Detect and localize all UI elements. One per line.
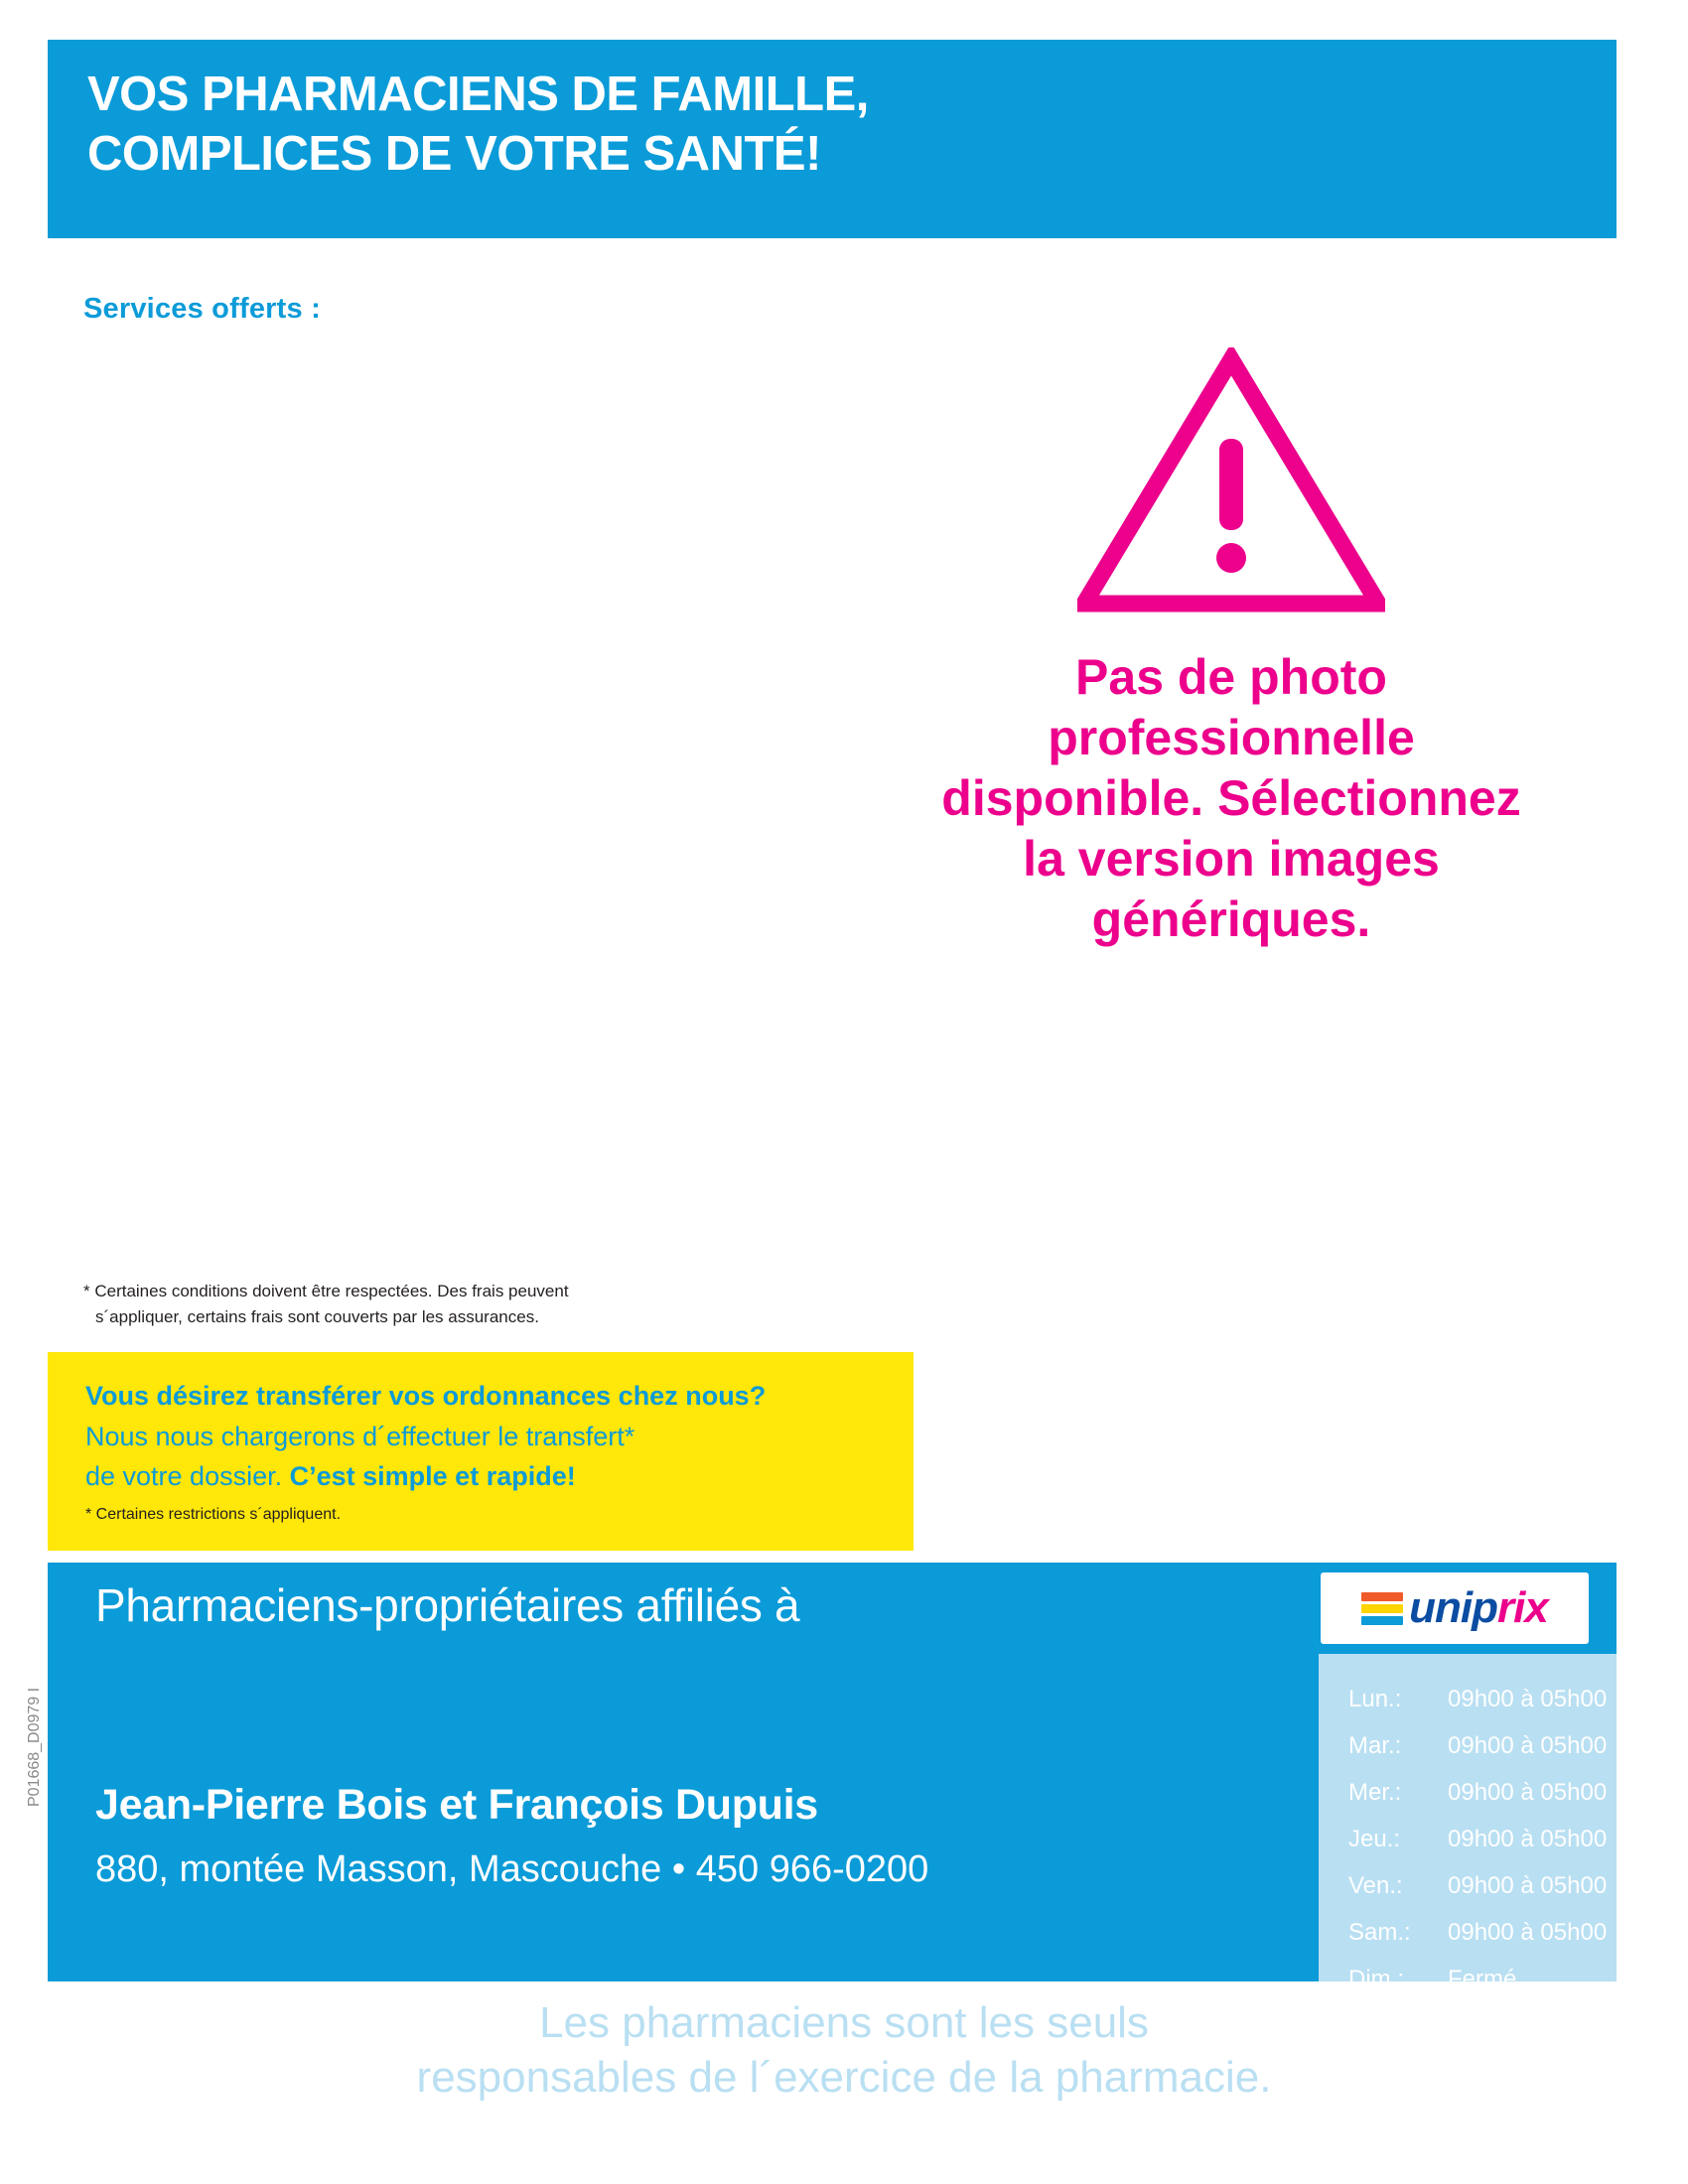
- conditions-footnote-line-2: s´appliquer, certains frais sont couverts par les assurances.: [95, 1307, 539, 1327]
- document-code: P01668_D0979 I: [26, 1687, 43, 1807]
- header-banner: [48, 40, 1617, 238]
- pharmacy-address: 880, montée Masson, Mascouche • 450 966-0200: [95, 1848, 929, 1890]
- affiliation-bar: [48, 1563, 1617, 1654]
- transfer-line-2: Nous nous chargerons d´effectuer le transfert*: [85, 1421, 635, 1451]
- photo-placeholder: [923, 347, 1539, 950]
- legal-disclaimer-line-2: responsables de l´exercice de la pharmacie.: [416, 2053, 1272, 2102]
- hours-day: Mer.:: [1348, 1779, 1402, 1806]
- uniprix-logo-wordmark: [1409, 1583, 1548, 1633]
- uniprix-logo-bars-icon: [1361, 1592, 1403, 1625]
- prescription-transfer-box: [48, 1352, 914, 1551]
- pharmacist-names: Jean-Pierre Bois et François Dupuis: [95, 1781, 818, 1829]
- opening-hours-panel: [1319, 1654, 1617, 1992]
- hours-row: [1348, 1828, 1617, 1851]
- transfer-line-3-strong: C’est simple et rapide!: [289, 1461, 576, 1491]
- affiliation-text: Pharmaciens-propriétaires affiliés à: [95, 1579, 800, 1631]
- transfer-line-3-plain: de votre dossier.: [85, 1461, 290, 1491]
- conditions-footnote: [83, 1279, 838, 1331]
- hours-row: [1348, 1968, 1617, 1991]
- hours-value: 09h00 à 05h00: [1448, 1872, 1608, 1899]
- hours-day: Jeu.:: [1348, 1826, 1401, 1852]
- hours-row: [1348, 1921, 1617, 1945]
- warning-triangle-icon: [1077, 347, 1385, 615]
- hours-value: 09h00 à 05h00: [1448, 1919, 1608, 1946]
- uniprix-logo-word-part2: rix: [1497, 1583, 1548, 1632]
- transfer-question: Vous désirez transférer vos ordonnances chez nous?: [85, 1381, 767, 1411]
- hours-day: Sam.:: [1348, 1919, 1411, 1946]
- transfer-line-3: [85, 1456, 884, 1497]
- legal-disclaimer-line-1: Les pharmaciens sont les seuls: [539, 1998, 1149, 2047]
- conditions-footnote-line-1: * Certaines conditions doivent être respectées. Des frais peuvent: [83, 1282, 569, 1300]
- hours-day: Mar.:: [1348, 1732, 1402, 1759]
- services-offered-label: Services offerts :: [83, 293, 321, 325]
- hours-day: Dim.:: [1348, 1966, 1404, 1992]
- hours-row: [1348, 1734, 1617, 1758]
- hours-value: 09h00 à 05h00: [1448, 1732, 1608, 1759]
- photo-placeholder-text: Pas de photo professionnelle disponible. Sélectionnez la version images génériques.: [941, 649, 1521, 947]
- warning-icon-wrap: [923, 347, 1539, 615]
- uniprix-logo: [1321, 1572, 1589, 1644]
- hours-row: [1348, 1781, 1617, 1805]
- hours-value: Fermé: [1448, 1966, 1517, 1992]
- pharmacy-info-block: [48, 1654, 1617, 1992]
- hours-value: 09h00 à 05h00: [1448, 1779, 1608, 1806]
- legal-disclaimer: [0, 1995, 1688, 2105]
- header-title-line-1: VOS PHARMACIENS DE FAMILLE,: [87, 68, 869, 121]
- hours-day: Ven.:: [1348, 1872, 1403, 1899]
- uniprix-logo-word-part1: unip: [1409, 1583, 1498, 1632]
- header-title-line-2: COMPLICES DE VOTRE SANTÉ!: [87, 126, 821, 181]
- hours-day: Lun.:: [1348, 1686, 1402, 1712]
- hours-value: 09h00 à 05h00: [1448, 1686, 1608, 1712]
- hours-value: 09h00 à 05h00: [1448, 1826, 1608, 1852]
- hours-row: [1348, 1874, 1617, 1898]
- uniprix-logo-inner: [1361, 1583, 1548, 1633]
- transfer-restrictions-note: * Certaines restrictions s´appliquent.: [85, 1505, 342, 1523]
- hours-row: [1348, 1688, 1617, 1711]
